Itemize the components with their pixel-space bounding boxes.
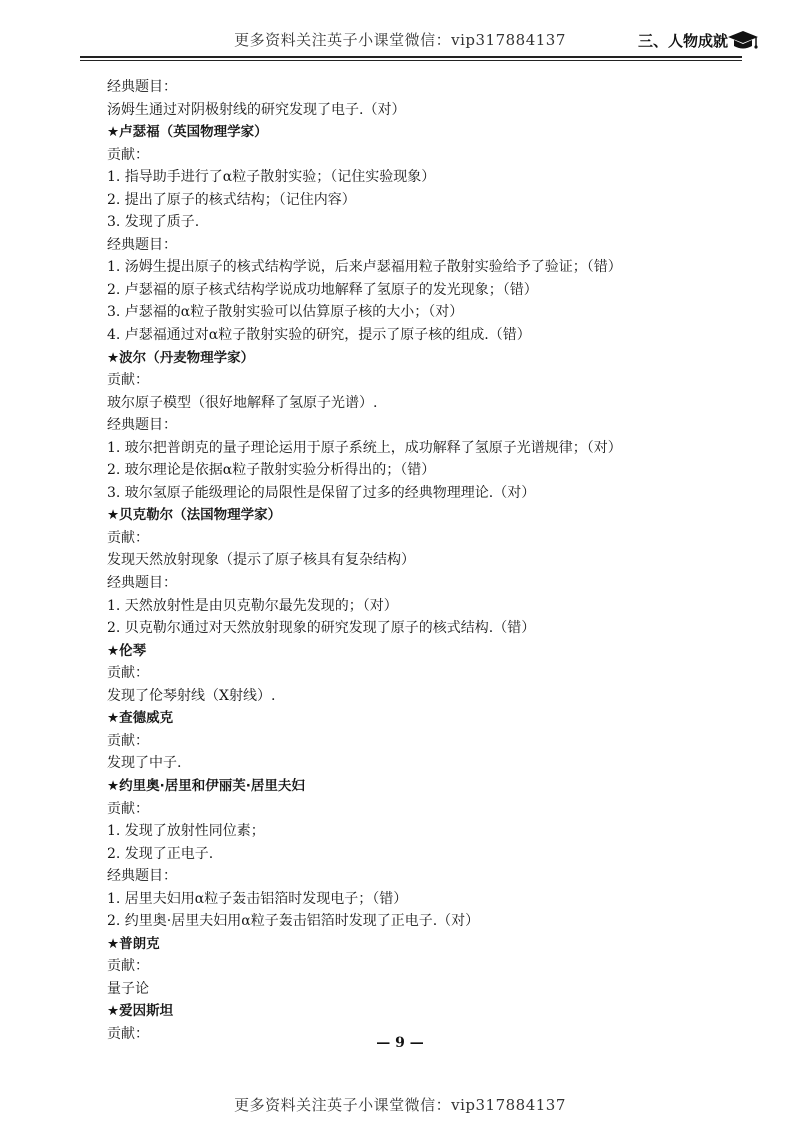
text-line: 1. 汤姆生提出原子的核式结构学说，后来卢瑟福用粒子散射实验给予了验证；（错） [107, 259, 622, 276]
text-line: 3. 玻尔氢原子能级理论的局限性是保留了过多的经典物理理论.（对） [107, 484, 536, 501]
text-line: 贡献： [107, 800, 149, 817]
text-line: 发现了伦琴射线（X射线）. [107, 687, 276, 704]
text-line: 2. 发现了正电子. [107, 845, 214, 862]
text-line: 贡献： [107, 372, 149, 389]
text-line: 贡献： [107, 1025, 149, 1042]
text-line: 经典题目： [107, 868, 177, 885]
header-rule-thin [80, 60, 742, 61]
text-line: 贡献： [107, 732, 149, 749]
text-line: 发现天然放射现象（提示了原子核具有复杂结构） [107, 552, 415, 569]
text-line: 经典题目： [107, 575, 177, 592]
text-line: 1. 玻尔把普朗克的量子理论运用于原子系统上，成功解释了氢原子光谱规律；（对） [107, 439, 622, 456]
text-line: 发现了中子. [107, 755, 182, 772]
text-line: 贡献： [107, 146, 149, 163]
text-line: 3. 发现了质子. [107, 214, 200, 231]
text-line: 2. 贝克勒尔通过对天然放射现象的研究发现了原子的核式结构.（错） [107, 620, 536, 637]
text-line: 2. 卢瑟福的原子核式结构学说成功地解释了氢原子的发光现象；（错） [107, 281, 538, 298]
graduation-cap-icon [726, 28, 760, 52]
text-line: 经典题目： [107, 79, 177, 95]
section-title: 三、人物成就 [637, 32, 728, 50]
person-heading: ★约里奥·居里和伊丽芙·居里夫妇 [107, 777, 305, 794]
text-line: 3. 卢瑟福的α粒子散射实验可以估算原子核的大小；（对） [107, 304, 464, 321]
footer-watermark: 更多资料关注英子小课堂微信：vip317884137 [234, 1096, 566, 1114]
person-heading: ★波尔（丹麦物理学家） [107, 349, 255, 366]
header-watermark: 更多资料关注英子小课堂微信：vip317884137 [234, 31, 566, 49]
document-body [107, 76, 747, 1046]
text-line: 经典题目： [107, 236, 177, 253]
text-line: 1. 天然放射性是由贝克勒尔最先发现的；（对） [107, 597, 398, 614]
text-line: 经典题目： [107, 417, 177, 434]
person-heading: ★贝克勒尔（法国物理学家） [107, 507, 282, 524]
person-heading: ★查德威克 [107, 710, 174, 727]
person-heading: ★爱因斯坦 [107, 1003, 174, 1020]
text-line: 2. 玻尔理论是依据α粒子散射实验分析得出的；（错） [107, 462, 436, 479]
person-heading: ★普朗克 [107, 935, 160, 952]
person-heading: ★伦琴 [107, 642, 147, 659]
page-number: — 9 — [376, 1035, 424, 1051]
header-rule [80, 56, 742, 58]
text-line: 2. 提出了原子的核式结构；（记住内容） [107, 191, 356, 208]
text-line: 贡献： [107, 665, 149, 682]
text-line: 贡献： [107, 529, 149, 546]
text-line: 量子论 [107, 980, 149, 997]
text-line: 1. 居里夫妇用α粒子轰击铝箔时发现电子；（错） [107, 890, 408, 907]
text-line: 1. 指导助手进行了α粒子散射实验；（记住实验现象） [107, 169, 436, 186]
text-line: 2. 约里奥·居里夫妇用α粒子轰击铝箔时发现了正电子.（对） [107, 913, 480, 930]
text-line: 贡献： [107, 958, 149, 975]
text-line: 1. 发现了放射性同位素； [107, 823, 265, 840]
text-line: 玻尔原子模型（很好地解释了氢原子光谱）. [107, 394, 378, 411]
text-line: 4. 卢瑟福通过对α粒子散射实验的研究，提示了原子核的组成.（错） [107, 327, 531, 344]
text-line: 汤姆生通过对阴极射线的研究发现了电子.（对） [107, 101, 406, 118]
person-heading: ★卢瑟福（英国物理学家） [107, 124, 268, 141]
